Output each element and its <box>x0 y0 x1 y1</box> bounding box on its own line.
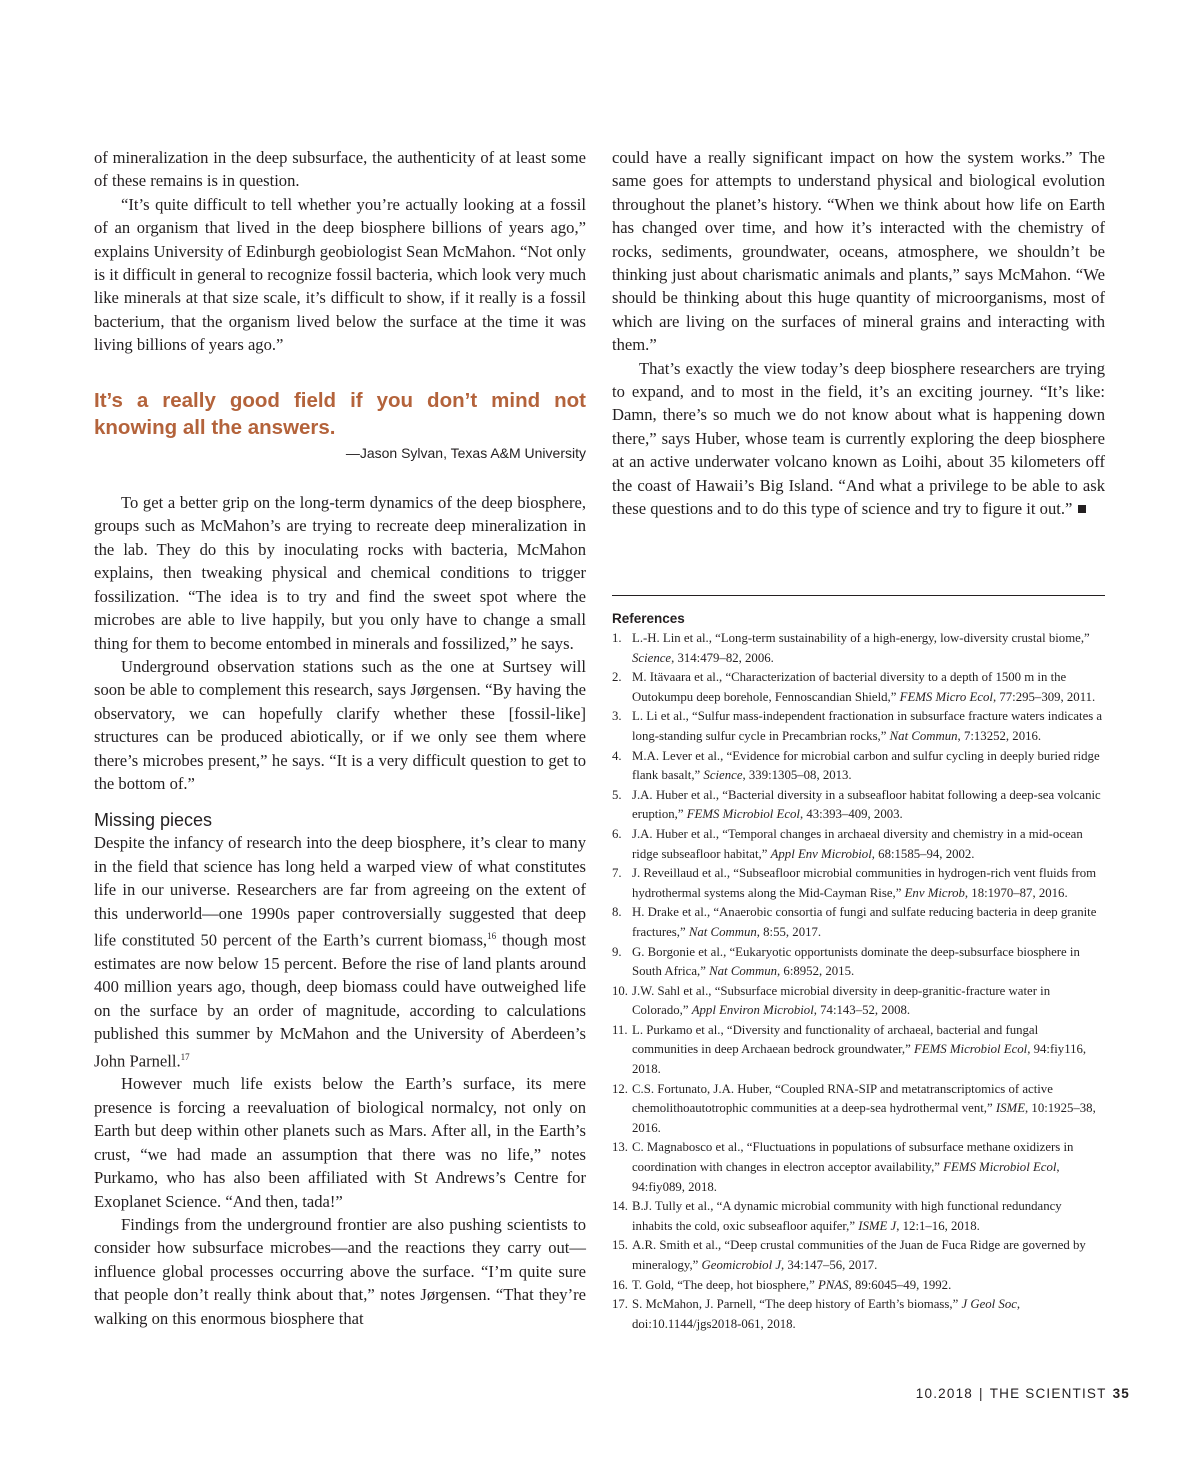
reference-details: , 77:295–309, 2011. <box>992 689 1096 704</box>
references-section <box>612 595 1105 1334</box>
issue-date: 10.2018 <box>915 1386 973 1401</box>
paragraph: To get a better grip on the long-term dynamics of the deep biosphere, groups such as McMahon’s are trying to recreate deep mineralization in the lab. They do this by inoculating rocks with bacteria, McMahon explains, then tweaking physical and chemical conditions to trigger fossilization. “The idea is to try and find the sweet spot where the microbes are able to live happily, but you only have to change a small thing for them to become entombed in minerals and fossilized,” he says. <box>94 493 586 653</box>
reference-details: , 314:479–82, 2006. <box>671 650 774 665</box>
reference-item <box>612 1197 1105 1236</box>
reference-item <box>612 1276 1105 1296</box>
reference-item <box>612 982 1105 1021</box>
reference-item <box>612 668 1105 707</box>
reference-journal: Science <box>703 768 743 783</box>
paragraph <box>94 831 586 1072</box>
reference-details: , 68:1585–94, 2002. <box>871 846 975 861</box>
reference-journal: FEMS Microbiol Ecol <box>686 807 800 822</box>
reference-item <box>612 864 1105 903</box>
reference-text: C.S. Fortunato, J.A. Huber, “Coupled RNA-SIP and metatranscriptomics of active chemolithoautotrophic communities at a deep-sea hydrothermal vent,” <box>632 1081 1053 1116</box>
page-number: 35 <box>1112 1386 1130 1401</box>
reference-item <box>612 786 1105 825</box>
reference-journal: FEMS Microbiol Ecol <box>913 1042 1028 1057</box>
end-mark-icon <box>1078 505 1086 513</box>
reference-item <box>612 903 1105 942</box>
reference-number: 3. <box>612 709 622 724</box>
reference-journal: Geomicrobiol J <box>701 1258 782 1272</box>
reference-number: 6. <box>612 826 622 841</box>
paragraph: could have a really significant impact on how the system works.” The same goes for attempts to understand physical and biological evolution throughout the planet’s history. “When we think about how life on Earth has changed over time, and how it’s interacted with the chemistry of rocks, sediments, groundwater, oceans, atmosphere, we shouldn’t be thinking just about charismatic animals and plants,” says McMahon. “We should be thinking about this huge quantity of microorganisms, most of which are living on the surfaces of mineral grains and interacting with them.” <box>612 148 1105 355</box>
reference-journal: J Geol Soc <box>961 1297 1017 1312</box>
reference-item <box>612 825 1105 864</box>
reference-text: J.A. Huber et al., “Bacterial diversity in a subseafloor habitat following a deep-sea volcanic eruption,” <box>632 787 1101 822</box>
reference-details: , 10:1925–38, 2016. <box>632 1101 1096 1135</box>
reference-journal: Nat Commun <box>688 924 757 939</box>
reference-details: , 8:55, 2017. <box>756 924 822 939</box>
citation-superscript: 16 <box>487 930 497 941</box>
text-run: though most estimates are now below 15 percent. Before the rise of land plants around 400 million years ago, though, deep biomass could have outweighed life on the surface by an order of magnitude, according to calculations published this summer by McMahon and the University of Aberdeen’s John Parnell. <box>94 930 586 1071</box>
reference-number: 10. <box>612 983 628 998</box>
reference-details: , 43:393–409, 2003. <box>799 807 903 822</box>
text-run: That’s exactly the view today’s deep biosphere researchers are trying to expand, and to most in the field, it’s an exciting journey. “It’s like: Damn, there’s so much we do not know about what is happening down there,” says Huber, whose team is currently exploring the deep biosphere at an active underwater volcano known as Loihi, about 35 kilometers off the coast of Hawaii’s Big Island. “And what a privilege to be able to ask these questions and to do this type of science and try to figure it out.” <box>612 358 1105 519</box>
reference-details: , 7:13252, 2016. <box>957 728 1042 743</box>
reference-item <box>612 943 1105 982</box>
references-title: References <box>612 611 685 626</box>
reference-number: 8. <box>612 905 622 920</box>
pull-quote-text: It’s a really good field if you don’t mind not knowing all the answers. <box>94 388 586 439</box>
reference-number: 16. <box>612 1277 628 1292</box>
paragraph: Underground observation stations such as the one at Surtsey will soon be able to complement this research, says Jørgensen. “By having the observatory, we can hopefully clarify whether these [fossil-like] structures can be produced abiotically, or if we only see them where there’s microbes present,” he says. “It is a very difficult question to get to the bottom of.” <box>94 656 586 793</box>
pull-quote-attribution: —Jason Sylvan, Texas A&M University <box>345 444 586 461</box>
paragraph: of mineralization in the deep subsurface, the authenticity of at least some of these remains is in question. <box>94 148 586 191</box>
reference-journal: Nat Commun <box>709 964 778 979</box>
reference-journal: Appl Env Microbiol <box>770 846 872 861</box>
right-column <box>612 146 1105 521</box>
reference-text: M.A. Lever et al., “Evidence for microbial carbon and sulfur cycling in deeply buried ridge flank basalt,” <box>632 748 1100 783</box>
reference-details: , 94:fiy116, 2018. <box>632 1042 1087 1077</box>
reference-journal: Appl Environ Microbiol <box>691 1003 814 1018</box>
reference-details: , 94:fiy089, 2018. <box>632 1160 1060 1194</box>
reference-text: A.R. Smith et al., “Deep crustal communities of the Juan de Fuca Ridge are governed by mineralogy,” <box>632 1238 1086 1272</box>
left-column <box>94 146 586 1330</box>
reference-number: 17. <box>612 1297 628 1312</box>
reference-details: , 74:143–52, 2008. <box>813 1003 911 1018</box>
reference-text: L. Purkamo et al., “Diversity and functionality of archaeal, bacterial and fungal communities in deep Archaean bedrock groundwater,” <box>632 1022 1039 1057</box>
reference-number: 1. <box>612 631 622 645</box>
footer-separator: | <box>979 1386 984 1401</box>
reference-details: , 34:147–56, 2017. <box>781 1258 878 1272</box>
reference-text: S. McMahon, J. Parnell, “The deep history of Earth’s biomass,” <box>632 1297 962 1312</box>
reference-item <box>612 1138 1105 1197</box>
text-run: Despite the infancy of research into the deep biosphere, it’s clear to many in the field that science has long held a warped view of what constitutes life in our universe. Researchers are far from agreeing on the extent of this underworld—one 1990s paper controversially suggested that deep life constituted 50 percent of the Earth’s current biomass, <box>94 833 586 950</box>
section-subhead: Missing pieces <box>94 810 213 831</box>
reference-journal: FEMS Micro Ecol <box>899 689 993 704</box>
reference-text: G. Borgonie et al., “Eukaryotic opportunists dominate the deep-subsurface biosphere in South Africa,” <box>632 944 1080 979</box>
reference-number: 9. <box>612 944 622 959</box>
reference-item <box>612 1021 1105 1080</box>
reference-journal: ISME <box>995 1101 1026 1116</box>
reference-details: , 339:1305–08, 2013. <box>742 768 852 783</box>
reference-number: 15. <box>612 1238 628 1253</box>
divider <box>612 595 1105 596</box>
reference-details: , 18:1970–87, 2016. <box>964 885 1068 900</box>
reference-number: 14. <box>612 1199 628 1214</box>
reference-journal: Env Microb <box>904 885 965 900</box>
citation-superscript: 17 <box>180 1051 190 1062</box>
reference-number: 7. <box>612 866 622 881</box>
magazine-name: THE SCIENTIST <box>989 1386 1107 1401</box>
reference-text: L. Li et al., “Sulfur mass-independent fractionation in subsurface fracture waters indicates a long-standing sulfur cycle in Precambrian rocks,” <box>632 709 1103 743</box>
reference-details: , doi:10.1144/jgs2018-061, 2018. <box>632 1297 1021 1331</box>
reference-text: T. Gold, “The deep, hot biosphere,” <box>632 1277 818 1292</box>
paragraph: However much life exists below the Earth’s surface, its mere presence is forcing a reevaluation of biological normalcy, not only on Earth but deep within other planets such as Mars. After all, in the Earth’s crust, “we had made an assumption that there was no life,” notes Purkamo, who has also been affiliated with St Andrews’s Centre for Exoplanet Science. “And then, tada!” <box>94 1074 586 1211</box>
reference-text: J.W. Sahl et al., “Subsurface microbial diversity in deep-granitic-fracture water in Colorado,” <box>632 983 1051 1018</box>
reference-details: , 12:1–16, 2018. <box>896 1218 980 1233</box>
page-footer <box>916 1386 1130 1401</box>
reference-journal: Science <box>632 650 672 665</box>
reference-text: M. Itävaara et al., “Characterization of bacterial diversity to a depth of 1500 m in the Outokumpu deep borehole, Fennoscandian Shield,” <box>632 670 1067 704</box>
reference-item <box>612 1295 1105 1334</box>
reference-details: , 6:8952, 2015. <box>777 964 855 979</box>
reference-details: , 89:6045–49, 1992. <box>848 1277 952 1292</box>
reference-number: 13. <box>612 1140 628 1155</box>
reference-number: 5. <box>612 787 622 802</box>
reference-item <box>612 707 1105 746</box>
reference-item <box>612 1236 1105 1275</box>
pull-quote <box>94 387 586 465</box>
reference-text: J. Reveillaud et al., “Subseafloor microbial communities in hydrogen-rich vent fluids from hydrothermal systems along the Mid-Cayman Rise,” <box>632 866 1097 900</box>
reference-journal: PNAS <box>817 1277 849 1292</box>
paragraph: “It’s quite difficult to tell whether you’re actually looking at a fossil of an organism that lived in the deep biosphere billions of years ago,” explains University of Edinburgh geobiologist Sean McMahon. “Not only is it difficult in general to recognize fossil bacteria, which look very much like minerals at that size scale, it’s difficult to show, if it really is a fossil bacterium, that the organism lived below the surface at the time it was living billions of years ago.” <box>94 194 586 355</box>
reference-number: 12. <box>612 1081 628 1096</box>
reference-item <box>612 1080 1105 1139</box>
paragraph <box>612 357 1105 521</box>
reference-item <box>612 747 1105 786</box>
reference-text: J.A. Huber et al., “Temporal changes in archaeal diversity and chemistry in a mid-ocean ridge subseafloor habitat,” <box>632 826 1083 861</box>
reference-number: 2. <box>612 670 622 685</box>
reference-text: C. Magnabosco et al., “Fluctuations in populations of subsurface methane oxidizers in coordination with changes in electron acceptor availability,” <box>632 1140 1074 1175</box>
reference-journal: ISME J <box>858 1218 897 1233</box>
reference-text: B.J. Tully et al., “A dynamic microbial community with high functional redundancy inhabits the cold, oxic subseafloor aquifer,” <box>632 1199 1062 1233</box>
reference-journal: Nat Commun <box>889 728 958 743</box>
reference-journal: FEMS Microbiol Ecol <box>943 1160 1057 1175</box>
reference-number: 4. <box>612 748 622 763</box>
reference-number: 11. <box>612 1022 628 1037</box>
references-list <box>612 629 1105 1334</box>
reference-text: H. Drake et al., “Anaerobic consortia of fungi and sulfate reducing bacteria in deep granite fractures,” <box>632 905 1097 939</box>
paragraph: Findings from the underground frontier are also pushing scientists to consider how subsurface microbes—and the reactions they carry out—influence global processes occurring above the surface. “I’m quite sure that people don’t really think about that,” notes Jørgensen. “That they’re walking on this enormous biosphere that <box>94 1214 586 1328</box>
reference-text: L.-H. Lin et al., “Long-term sustainability of a high-energy, low-diversity crustal biome,” <box>632 631 1090 645</box>
reference-item <box>612 629 1105 668</box>
